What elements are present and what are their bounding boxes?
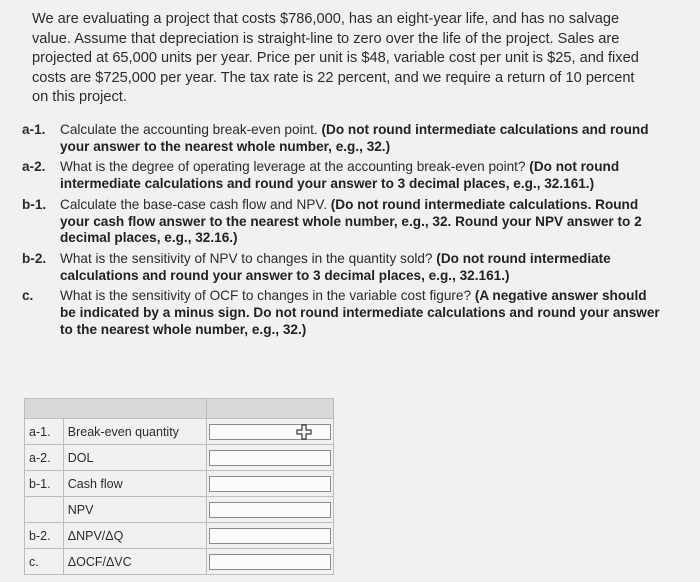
table-row (25, 497, 334, 523)
question-a2 (22, 159, 662, 192)
answer-table (24, 398, 334, 575)
answer-input-cell (207, 419, 334, 445)
row-name: ΔNPV/ΔQ (63, 523, 207, 549)
ocf-sensitivity-input[interactable] (209, 554, 331, 570)
dol-input[interactable] (209, 450, 331, 466)
table-row (25, 419, 334, 445)
question-instruction: (A negative answer should be indicated by a minus sign. Do not round intermediate calculations and round your answer to the nearest whole number, e.g., 32.) (60, 288, 660, 337)
table-row (25, 471, 334, 497)
row-label: c. (25, 549, 64, 575)
question-a1 (22, 122, 662, 155)
row-label: b-2. (25, 523, 64, 549)
table-header-cell (207, 399, 334, 419)
cash-flow-input[interactable] (209, 476, 331, 492)
question-text: What is the sensitivity of NPV to changes in the quantity sold? (60, 250, 433, 266)
table-row (25, 445, 334, 471)
row-name: Cash flow (63, 471, 207, 497)
answer-input-cell (207, 523, 334, 549)
question-text: Calculate the accounting break-even point. (60, 122, 318, 137)
break-even-quantity-input[interactable] (209, 424, 331, 440)
table-header-cell (25, 399, 207, 419)
question-label: a-1. (22, 122, 46, 137)
question-b1 (22, 197, 662, 247)
question-b2 (22, 251, 662, 284)
question-label: b-1. (22, 196, 47, 212)
question-list (22, 122, 662, 342)
answer-input-cell (207, 497, 334, 523)
table-header-row (25, 399, 334, 419)
answer-input-cell (207, 445, 334, 471)
question-text: What is the sensitivity of OCF to changes in the variable cost figure? (60, 288, 472, 304)
question-text: What is the degree of operating leverage at the accounting break-even point? (60, 159, 526, 175)
row-name: DOL (63, 445, 207, 471)
question-instruction: (Do not round intermediate calculations. Round your cash flow answer to the nearest whole number, e.g., 32. Round your NPV answer to 2 decimal places, e.g., 32.16.) (60, 196, 642, 246)
question-c (22, 288, 662, 338)
question-label: a-2. (22, 159, 46, 175)
row-label (25, 497, 64, 523)
question-instruction: (Do not round intermediate calculations and round your answer to 3 decimal places, e.g., 32.161.) (60, 250, 611, 283)
answer-input-cell (207, 549, 334, 575)
row-label: a-1. (25, 419, 64, 445)
row-label: a-2. (25, 445, 64, 471)
question-instruction: (Do not round intermediate calculations and round your answer to the nearest whole number, e.g., 32.) (60, 122, 649, 154)
answer-input-cell (207, 471, 334, 497)
question-instruction: (Do not round intermediate calculations and round your answer to 3 decimal places, e.g., 32.161.) (60, 159, 620, 192)
table-row (25, 549, 334, 575)
question-label: b-2. (22, 250, 47, 266)
question-label: c. (22, 288, 34, 304)
npv-input[interactable] (209, 502, 331, 518)
plus-icon[interactable] (296, 424, 312, 440)
question-text: Calculate the base-case cash flow and NPV. (60, 196, 327, 212)
npv-sensitivity-input[interactable] (209, 528, 331, 544)
row-name: NPV (63, 497, 207, 523)
row-label: b-1. (25, 471, 64, 497)
table-row (25, 523, 334, 549)
row-name: Break-even quantity (63, 419, 207, 445)
row-name: ΔOCF/ΔVC (63, 549, 207, 575)
problem-intro: We are evaluating a project that costs $786,000, has an eight-year life, and has no salvage value. Assume that depreciation is straight-line to zero over the life of the project. Sales are projected at 65,000 units per year. Price per unit is $48, variable cost per unit is $25, and fixed costs are $725,000 per year. The tax rate is 22 percent, and we require a return of 10 percent on this project. (32, 11, 639, 106)
